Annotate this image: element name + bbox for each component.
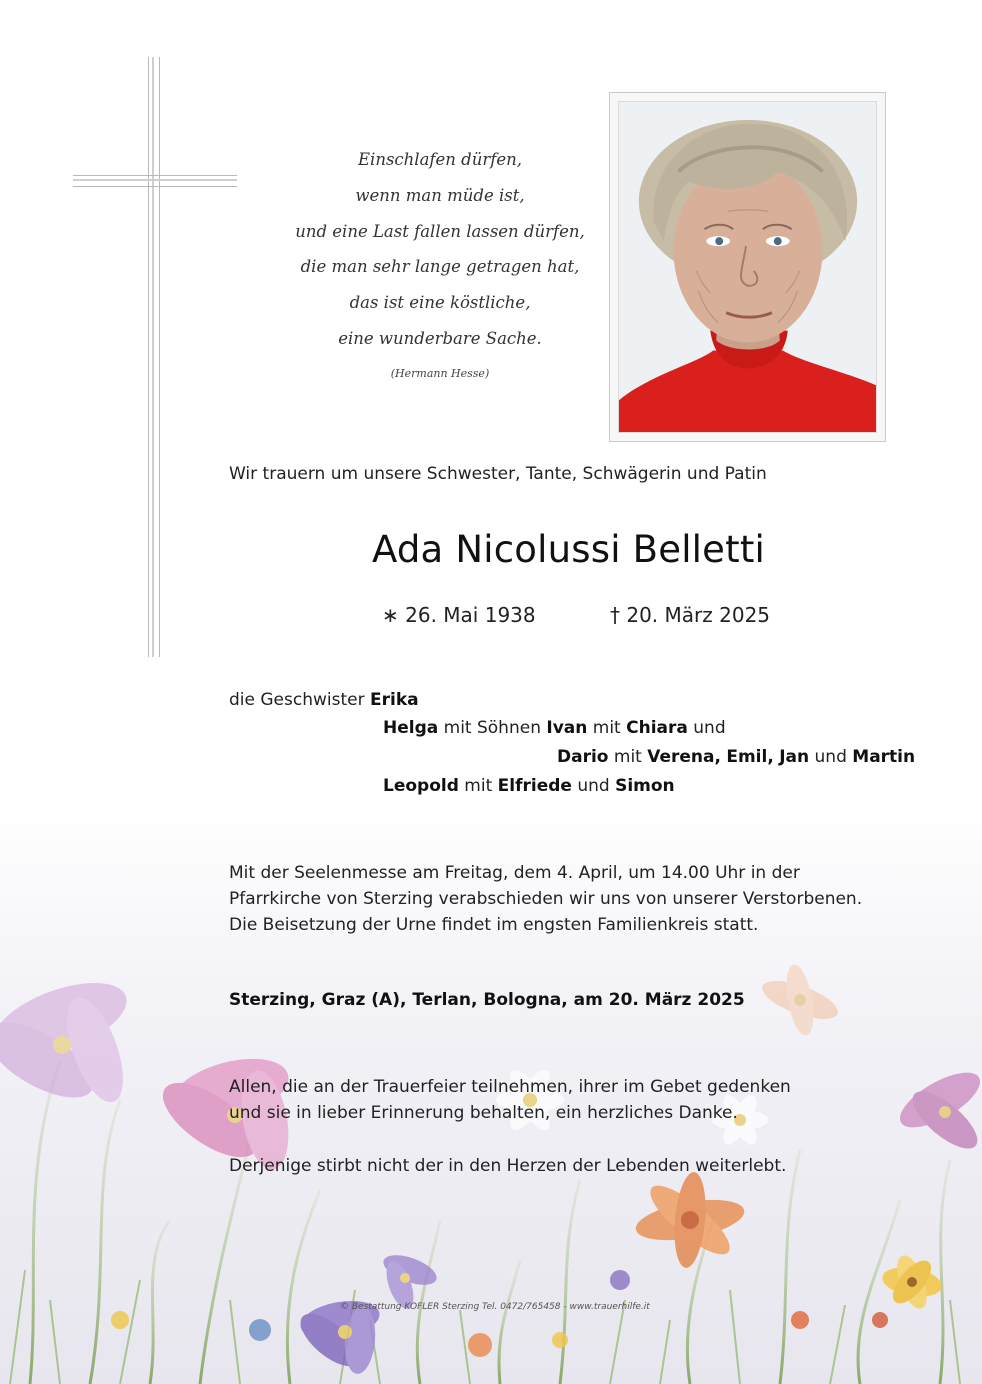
family-text: mit [592,718,621,738]
family-text: mit Söhnen [443,718,541,738]
family-line-3 [557,747,915,767]
poem [270,142,610,380]
service-line: Mit der Seelenmesse am Freitag, dem 4. April, um 14.00 Uhr in der [229,863,800,883]
thanks-line: und sie in lieber Erinnerung behalten, ein herzliches Danke. [229,1103,738,1123]
deceased-name: Ada Nicolussi Belletti [372,528,766,571]
family-text: mit [613,747,642,767]
family-name: Leopold [383,776,459,796]
cross-horizontal-beam [73,175,237,187]
family-name: Elfriede [497,776,572,796]
place-date: Sterzing, Graz (A), Terlan, Bologna, am 20. März 2025 [229,990,745,1010]
undertaker-footer: © Bestattung KOFLER Sterzing Tel. 0472/765458 - www.trauerhilfe.it [340,1302,650,1312]
poem-line: die man sehr lange getragen hat, [300,257,580,277]
family-name: Emil, [726,747,774,767]
cross-vertical-beam [148,57,160,657]
death-date-line [610,603,770,627]
family-name: Erika [370,690,419,710]
thanks-paragraph [229,1074,791,1126]
family-text: und [577,776,610,796]
portrait-photo [618,101,877,433]
closing-line: Derjenige stirbt nicht der in den Herzen der Lebenden weiterlebt. [229,1156,787,1176]
birth-date-line [382,603,536,627]
intro-text: Wir trauern um unsere Schwester, Tante, Schwägerin und Patin [229,464,767,484]
service-paragraph [229,860,862,938]
poem-line: Einschlafen dürfen, [358,150,522,169]
family-text: mit [464,776,493,796]
family-name: Simon [615,776,675,796]
family-line-1 [229,690,419,710]
poem-line: wenn man müde ist, [355,185,525,205]
death-cross-icon: † [610,603,620,627]
family-name: Verena, [647,747,721,767]
family-name: Helga [383,718,439,738]
service-line: Die Beisetzung der Urne findet im engsten Familienkreis statt. [229,915,759,935]
death-date: 20. März 2025 [626,603,771,627]
family-name: Martin [852,747,916,767]
poem-line: das ist eine köstliche, [349,293,531,313]
service-line: Pfarrkirche von Sterzing verabschieden wir uns von unserer Verstorbenen. [229,889,863,909]
family-line-2 [383,718,726,738]
birth-star-icon: ∗ [382,603,399,627]
portrait-frame [609,92,886,442]
family-name: Jan [779,747,810,767]
closing-paragraph [229,1153,786,1179]
family-text: und [693,718,726,738]
poem-line: eine wunderbare Sache. [338,328,542,348]
family-text: und [814,747,847,767]
family-name: Chiara [626,718,688,738]
poem-line: und eine Last fallen lassen dürfen, [295,221,585,241]
birth-date: 26. Mai 1938 [405,603,536,627]
thanks-line: Allen, die an der Trauerfeier teilnehmen, ihrer im Gebet gedenken [229,1077,791,1097]
family-name: Ivan [546,718,588,738]
family-name: Dario [557,747,609,767]
family-line-4 [383,776,675,796]
family-text: die Geschwister [229,690,365,710]
poem-author: (Hermann Hesse) [390,366,490,380]
